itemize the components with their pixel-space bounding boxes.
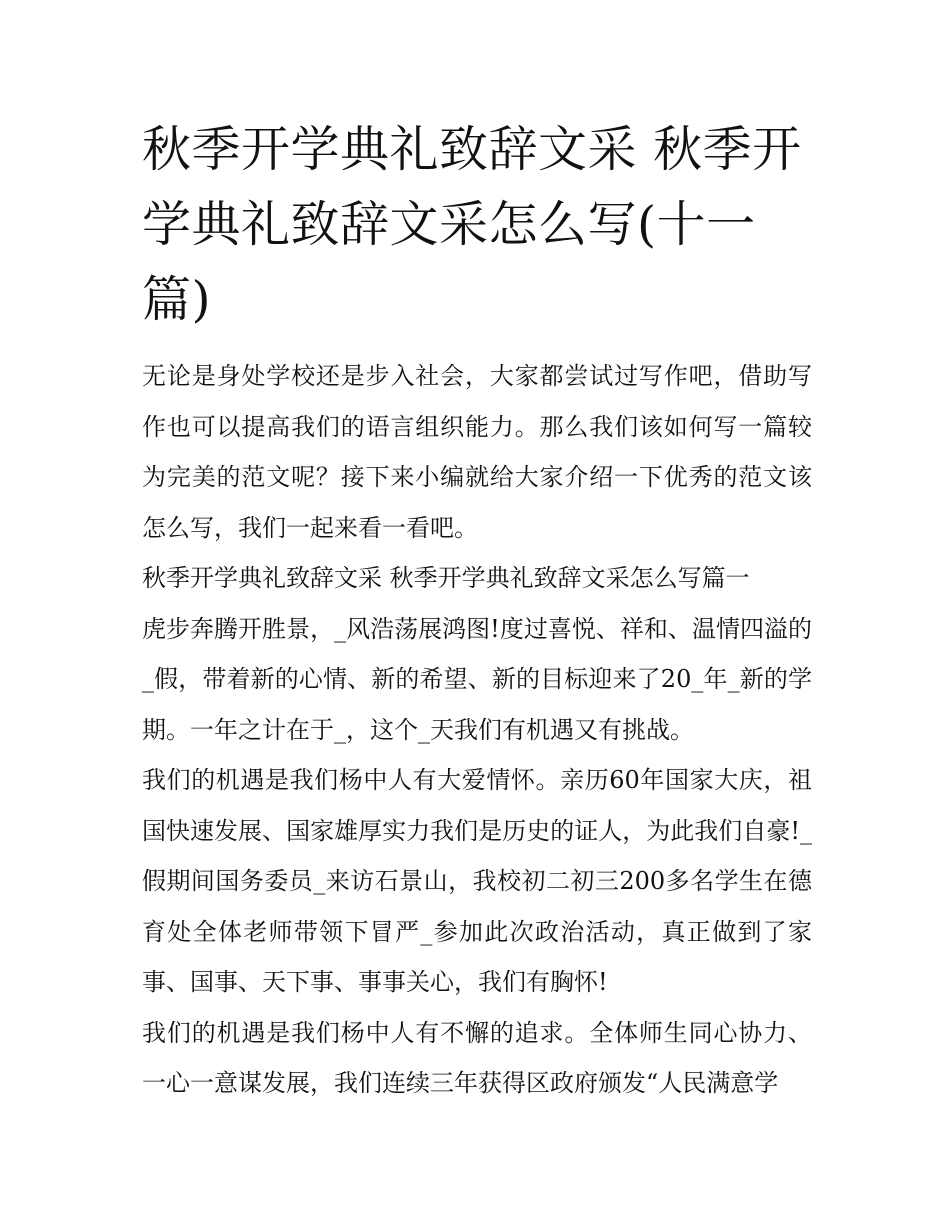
section-heading: 秋季开学典礼致辞文采 秋季开学典礼致辞文采怎么写篇一 xyxy=(142,564,750,592)
document-title: 秋季开学典礼致辞文采 秋季开学典礼致辞文采怎么写(十一篇) xyxy=(142,121,802,328)
body-paragraph: 我们的机遇是我们杨中人有大爱情怀。亲历60年国家大庆，祖国快速发展、国家雄厚实力我们是历史的证人，为此我们自豪!_假期间国务委员_来访石景山，我校初二初三200多名学生在德育处全体老师带领下冒严_参加此次政治活动，真正做到了家事、国事、天下事、事事关心，我们有胸怀! xyxy=(142,766,812,996)
document-body xyxy=(142,351,812,1109)
body-paragraph: 我们的机遇是我们杨中人有不懈的追求。全体师生同心协力、一心一意谋发展，我们连续三年获得区政府颁发“人民满意学 xyxy=(142,1018,812,1097)
intro-paragraph: 无论是身处学校还是步入社会，大家都尝试过写作吧，借助写作也可以提高我们的语言组织能力。那么我们该如何写一篇较为完美的范文呢？接下来小编就给大家介绍一下优秀的范文该怎么写，我们一起来看一看吧。 xyxy=(142,362,812,542)
document-page xyxy=(142,112,812,1109)
body-paragraph: 虎步奔腾开胜景，_风浩荡展鸿图!度过喜悦、祥和、温情四溢的_假，带着新的心情、新的希望、新的目标迎来了20_年_新的学期。一年之计在于_，这个_天我们有机遇又有挑战。 xyxy=(142,614,812,744)
